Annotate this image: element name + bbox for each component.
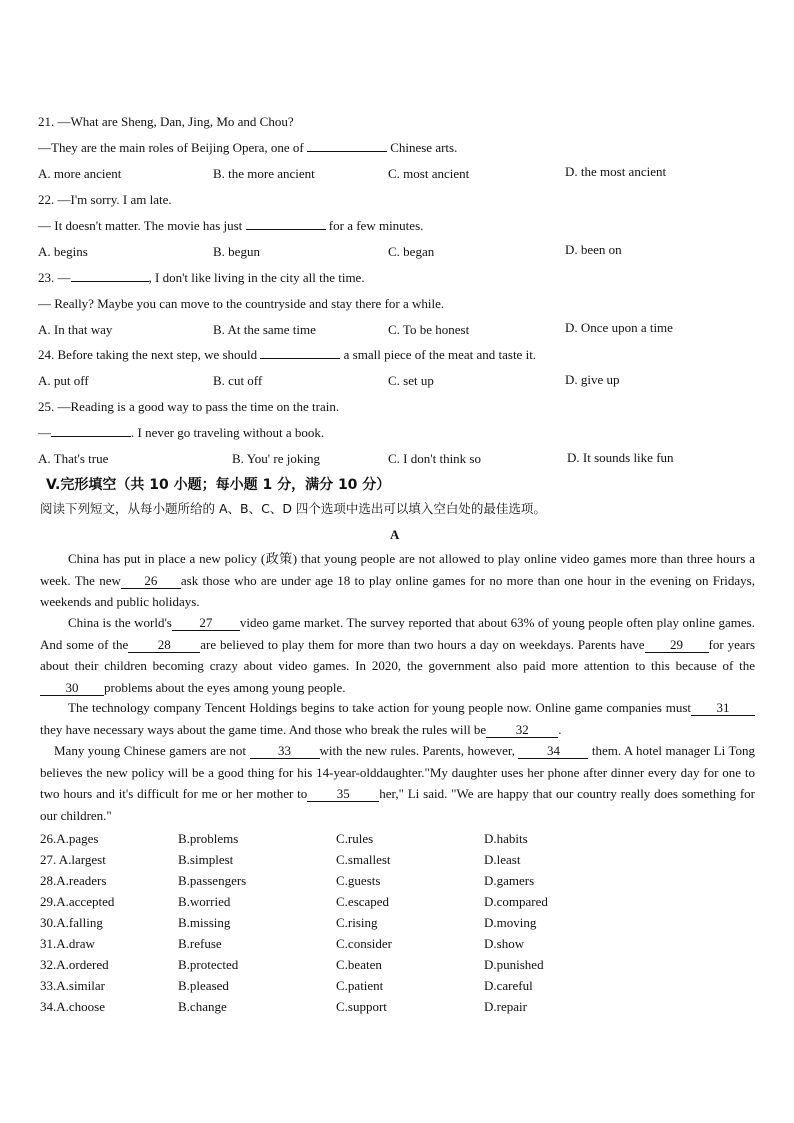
cloze-option[interactable]: C.patient xyxy=(336,978,384,993)
option-21-a[interactable]: A. more ancient xyxy=(38,166,122,181)
cloze-blank-30[interactable]: 30 xyxy=(40,681,104,696)
passage-text: they have necessary ways about the game time. And those who break the rules will be xyxy=(40,721,487,737)
cloze-option[interactable]: C.support xyxy=(336,999,387,1014)
question-text: — xyxy=(38,425,51,440)
cloze-option[interactable]: 33.A.similar xyxy=(40,978,105,993)
option-24-b[interactable]: B. cut off xyxy=(213,373,263,388)
passage-text: for years about their children becoming crazy about video games. In 2020, the government also paid more attention to this because of the xyxy=(40,636,756,673)
cloze-option[interactable]: 34.A.choose xyxy=(40,999,105,1014)
question-22-stem xyxy=(38,192,172,208)
option-23-d[interactable]: D. Once upon a time xyxy=(565,320,673,335)
passage-text: China has put in place a new policy (政策) that young people are not allowed to play online video games more than three hours a week. The new xyxy=(40,551,755,588)
answer-blank[interactable] xyxy=(307,151,387,152)
cloze-option[interactable]: B.missing xyxy=(178,915,231,930)
cloze-option[interactable]: D.show xyxy=(484,936,525,951)
cloze-blank-28[interactable]: 28 xyxy=(128,638,200,653)
question-text: — It doesn't matter. The movie has just xyxy=(38,218,246,233)
question-text: 22. —I'm sorry. I am late. xyxy=(38,192,172,207)
option-21-c[interactable]: C. most ancient xyxy=(388,166,470,181)
cloze-option[interactable]: B.passengers xyxy=(178,873,247,888)
cloze-option[interactable]: B.simplest xyxy=(178,852,234,867)
cloze-option[interactable]: 32.A.ordered xyxy=(40,957,109,972)
question-text: , I don't like living in the city all the time. xyxy=(148,270,365,285)
cloze-option[interactable]: D.punished xyxy=(484,957,544,972)
cloze-option[interactable]: 30.A.falling xyxy=(40,915,103,930)
passage-text: China is the world's xyxy=(68,615,172,630)
answer-blank[interactable] xyxy=(246,229,326,230)
cloze-option[interactable]: 29.A.accepted xyxy=(40,894,115,909)
passage-paragraph-1 xyxy=(40,548,755,613)
cloze-option[interactable]: C.smallest xyxy=(336,852,391,867)
question-text: for a few minutes. xyxy=(325,218,424,233)
option-22-c[interactable]: C. began xyxy=(388,244,435,259)
cloze-option[interactable]: B.change xyxy=(178,999,227,1014)
cloze-option[interactable]: C.guests xyxy=(336,873,381,888)
option-22-b[interactable]: B. begun xyxy=(213,244,260,259)
question-25-response xyxy=(38,425,324,441)
question-text: Chinese arts. xyxy=(386,140,458,155)
passage-text: them. A hotel manager Li Tong believes the new policy will be a good thing for his 14-year-olddaughter."My daughter uses her phone after dinner every day for one to two hours and it's difficult for me or her mother to xyxy=(40,743,756,801)
cloze-option[interactable]: B.problems xyxy=(178,831,239,846)
question-22-response xyxy=(38,218,423,234)
option-23-b[interactable]: B. At the same time xyxy=(213,322,316,337)
passage-text: are believed to play them for more than two hours a day on weekdays. Parents have xyxy=(200,636,645,652)
cloze-option[interactable]: C.consider xyxy=(336,936,392,951)
cloze-option[interactable]: 27. A.largest xyxy=(40,852,106,867)
option-21-b[interactable]: B. the more ancient xyxy=(213,166,315,181)
cloze-option[interactable]: B.protected xyxy=(178,957,239,972)
cloze-option[interactable]: D.compared xyxy=(484,894,548,909)
answer-blank[interactable] xyxy=(51,436,131,437)
question-text: a small piece of the meat and taste it. xyxy=(340,347,537,362)
question-text: 24. Before taking the next step, we should xyxy=(38,347,261,362)
cloze-blank-31[interactable]: 31 xyxy=(691,701,755,716)
section-title: V.完形填空（共 10 小题；每小题 1 分，满分 10 分） xyxy=(46,477,391,493)
cloze-blank-29[interactable]: 29 xyxy=(645,638,709,653)
cloze-blank-27[interactable]: 27 xyxy=(172,616,240,631)
cloze-option[interactable]: B.pleased xyxy=(178,978,229,993)
cloze-option[interactable]: B.worried xyxy=(178,894,231,909)
option-24-d[interactable]: D. give up xyxy=(565,372,620,387)
question-23-response xyxy=(38,296,444,312)
passage-text: The technology company Tencent Holdings begins to take action for young people now. Online game companies must xyxy=(68,700,691,715)
option-25-a[interactable]: A. That's true xyxy=(38,451,109,466)
cloze-blank-35[interactable]: 35 xyxy=(307,787,379,802)
question-23-stem xyxy=(38,270,365,286)
cloze-option[interactable]: D.moving xyxy=(484,915,537,930)
option-23-a[interactable]: A. In that way xyxy=(38,322,113,337)
passage-text: her," Li said. "We are happy that our country really does something for our children." xyxy=(40,786,755,823)
cloze-option[interactable]: C.rising xyxy=(336,915,378,930)
question-text: 25. —Reading is a good way to pass the time on the train. xyxy=(38,399,340,414)
passage-paragraph-2 xyxy=(40,612,755,698)
option-22-a[interactable]: A. begins xyxy=(38,244,88,259)
question-text: —They are the main roles of Beijing Opera, one of xyxy=(38,140,307,155)
passage-text: with the new rules. Parents, however, xyxy=(319,743,519,758)
cloze-option[interactable]: B.refuse xyxy=(178,936,222,951)
passage-text: problems about the eyes among young people. xyxy=(104,679,346,695)
option-25-b[interactable]: B. You' re joking xyxy=(232,451,320,466)
passage-paragraph-3 xyxy=(40,697,755,740)
cloze-blank-26[interactable]: 26 xyxy=(121,574,181,589)
answer-blank[interactable] xyxy=(260,358,340,359)
question-text: . I never go traveling without a book. xyxy=(131,425,325,440)
option-25-c[interactable]: C. I don't think so xyxy=(388,451,481,466)
passage-text: ask those who are under age 18 to play online games for no more than one hour in the evening on Fridays, weekends and public holidays. xyxy=(40,572,755,609)
option-22-d[interactable]: D. been on xyxy=(565,242,622,257)
question-24-stem xyxy=(38,347,536,363)
cloze-option[interactable]: D.careful xyxy=(484,978,533,993)
option-21-d[interactable]: D. the most ancient xyxy=(565,164,667,179)
passage-label: A xyxy=(390,527,400,542)
cloze-option[interactable]: D.repair xyxy=(484,999,527,1014)
question-25-stem xyxy=(38,399,339,415)
question-21-stem xyxy=(38,114,294,130)
passage-paragraph-4 xyxy=(40,740,755,826)
cloze-option[interactable]: C.beaten xyxy=(336,957,382,972)
cloze-option[interactable]: 28.A.readers xyxy=(40,873,107,888)
cloze-option[interactable]: D.habits xyxy=(484,831,528,846)
passage-text: Many young Chinese gamers are not xyxy=(54,743,250,758)
passage-text: . xyxy=(558,721,562,737)
option-24-a[interactable]: A. put off xyxy=(38,373,89,388)
cloze-blank-33[interactable]: 33 xyxy=(250,744,320,759)
cloze-blank-32[interactable]: 32 xyxy=(486,723,558,738)
option-24-c[interactable]: C. set up xyxy=(388,373,434,388)
cloze-option[interactable]: 26.A.pages xyxy=(40,831,99,846)
cloze-option[interactable]: D.gamers xyxy=(484,873,535,888)
cloze-option[interactable]: 31.A.draw xyxy=(40,936,95,951)
passage-text: video game market. The survey reported that about 63% of young people often play online games. And some of the xyxy=(40,615,755,652)
cloze-option[interactable]: D.least xyxy=(484,852,521,867)
cloze-option[interactable]: C.escaped xyxy=(336,894,390,909)
question-text: 21. —What are Sheng, Dan, Jing, Mo and Chou? xyxy=(38,114,294,129)
option-25-d[interactable]: D. It sounds like fun xyxy=(567,450,674,465)
question-21-response xyxy=(38,140,457,156)
option-23-c[interactable]: C. To be honest xyxy=(388,322,470,337)
question-text: 23. — xyxy=(38,270,71,285)
cloze-option[interactable]: C.rules xyxy=(336,831,374,846)
cloze-blank-34[interactable]: 34 xyxy=(518,744,588,759)
section-instruction: 阅读下列短文，从每小题所给的 A、B、C、D 四个选项中选出可以填入空白处的最佳选项。 xyxy=(40,501,546,516)
question-text: — Really? Maybe you can move to the countryside and stay there for a while. xyxy=(38,296,445,311)
answer-blank[interactable] xyxy=(71,281,149,282)
